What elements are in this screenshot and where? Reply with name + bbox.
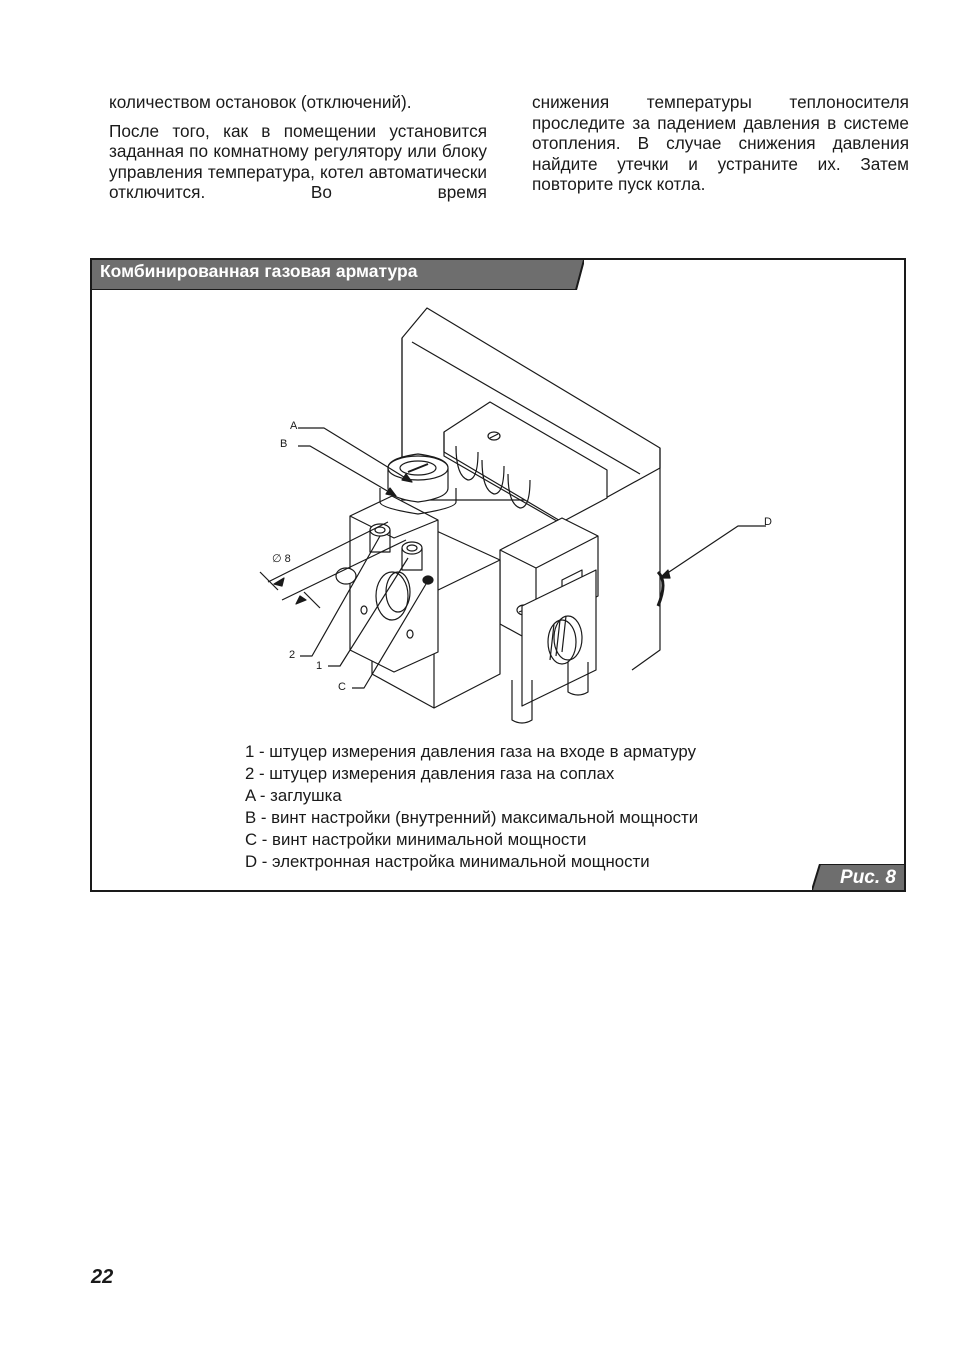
paragraph: количеством остановок (отключений). — [109, 92, 412, 112]
figure-legend — [245, 741, 698, 873]
label-diameter: ∅ 8 — [272, 553, 291, 565]
legend-item-d: D - электронная настройка минимальной мощности — [245, 852, 650, 871]
label-b: B — [280, 438, 288, 450]
label-1: 1 — [316, 660, 323, 672]
legend-item-b: B - винт настройки (внутренний) максимальной мощности — [245, 808, 699, 827]
figure-frame — [90, 258, 906, 892]
legend-item-2: 2 - штуцер измерения давления газа на соплах — [245, 764, 615, 783]
page-number: 22 — [91, 1266, 114, 1288]
paragraph: снижения температуры теплоносителя проследите за падением давления в системе отопления. В случае снижения давления найдите утечки и устраните их. Затем повторите пуск котла. — [532, 92, 909, 195]
figure-number: Рис. 8 — [840, 867, 896, 888]
legend-item-c: C - винт настройки минимальной мощности — [245, 830, 587, 849]
label-c: C — [338, 681, 346, 693]
text-column-left — [109, 92, 487, 211]
legend-item-1: 1 - штуцер измерения давления газа на входе в арматуру — [245, 742, 696, 761]
legend-item-a: A - заглушка — [245, 786, 342, 805]
figure-title: Комбинированная газовая арматура — [100, 261, 418, 281]
text-column-right — [532, 92, 909, 203]
paragraph: После того, как в помещении установится заданная по комнатному регулятору или блоку управления температура, котел автоматически отключится. Во время — [109, 120, 487, 203]
label-d: D — [764, 516, 772, 528]
label-2: 2 — [289, 649, 296, 661]
label-a: A — [290, 420, 298, 432]
